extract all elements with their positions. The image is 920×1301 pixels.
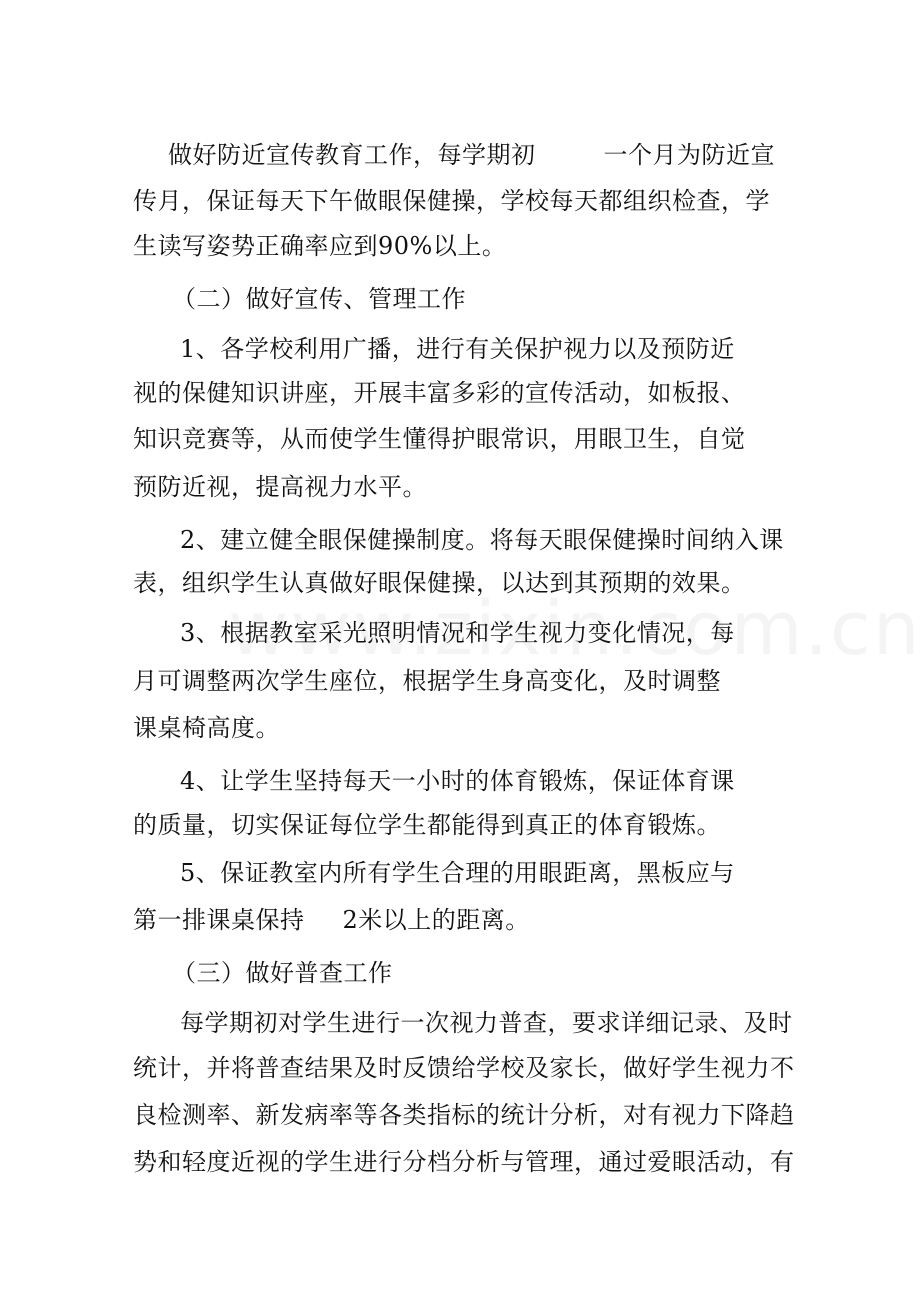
paragraph-1-line-3: 生读写姿势正确率应到90%以上。	[133, 232, 507, 260]
paragraph-1-line-1	[168, 140, 775, 170]
paragraph-3-line-2: 统计，并将普查结果及时反馈给学校及家长，做好学生视力不	[133, 1054, 795, 1082]
item-2-line-2: 表，组织学生认真做好眼保健操，以达到其预期的效果。	[133, 569, 746, 597]
item-5-line-2a: 第一排课桌保持	[133, 906, 305, 934]
item-4-line-1: 4、让学生坚持每天一小时的体育锻炼，保证体育课	[180, 767, 735, 795]
item-2-line-1: 2、建立健全眼保健操制度。将每天眼保健操时间纳入课	[180, 526, 784, 554]
paragraph-1-line-1b: 一个月为防近宣	[603, 141, 775, 169]
item-3-line-2: 月可调整两次学生座位，根据学生身高变化，及时调整	[133, 667, 721, 695]
item-5-line-1: 5、保证教室内所有学生合理的用眼距离，黑板应与	[180, 859, 735, 887]
item-5-line-2	[133, 905, 530, 935]
paragraph-3-line-3: 良检测率、新发病率等各类指标的统计分析，对有视力下降趋	[133, 1101, 795, 1129]
section-heading-2: （二）做好宣传、管理工作	[172, 285, 466, 313]
item-1-line-3: 知识竞赛等，从而使学生懂得护眼常识，用眼卫生，自觉	[133, 425, 746, 453]
paragraph-1-line-2: 传月，保证每天下午做眼保健操，学校每天都组织检查，学	[133, 187, 770, 215]
item-3-line-1: 3、根据教室采光照明情况和学生视力变化情况，每	[180, 619, 735, 647]
paragraph-1-line-1a: 做好防近宣传教育工作，每学期初	[168, 141, 536, 169]
item-1-line-1: 1、各学校利用广播，进行有关保护视力以及预防近	[180, 335, 735, 363]
item-3-line-3: 课桌椅高度。	[133, 714, 280, 742]
item-1-line-2: 视的保健知识讲座，开展丰富多彩的宣传活动，如板报、	[133, 379, 746, 407]
paragraph-3-line-4: 势和轻度近视的学生进行分档分析与管理，通过爱眼活动，有	[133, 1148, 795, 1176]
item-1-line-4: 预防近视，提高视力水平。	[133, 473, 427, 501]
paragraph-3-line-1: 每学期初对学生进行一次视力普查，要求详细记录、及时	[180, 1009, 793, 1037]
item-4-line-2: 的质量，切实保证每位学生都能得到真正的体育锻炼。	[133, 811, 721, 839]
item-5-line-2b: 2米以上的距离。	[342, 906, 530, 934]
section-heading-3: （三）做好普查工作	[172, 959, 393, 987]
